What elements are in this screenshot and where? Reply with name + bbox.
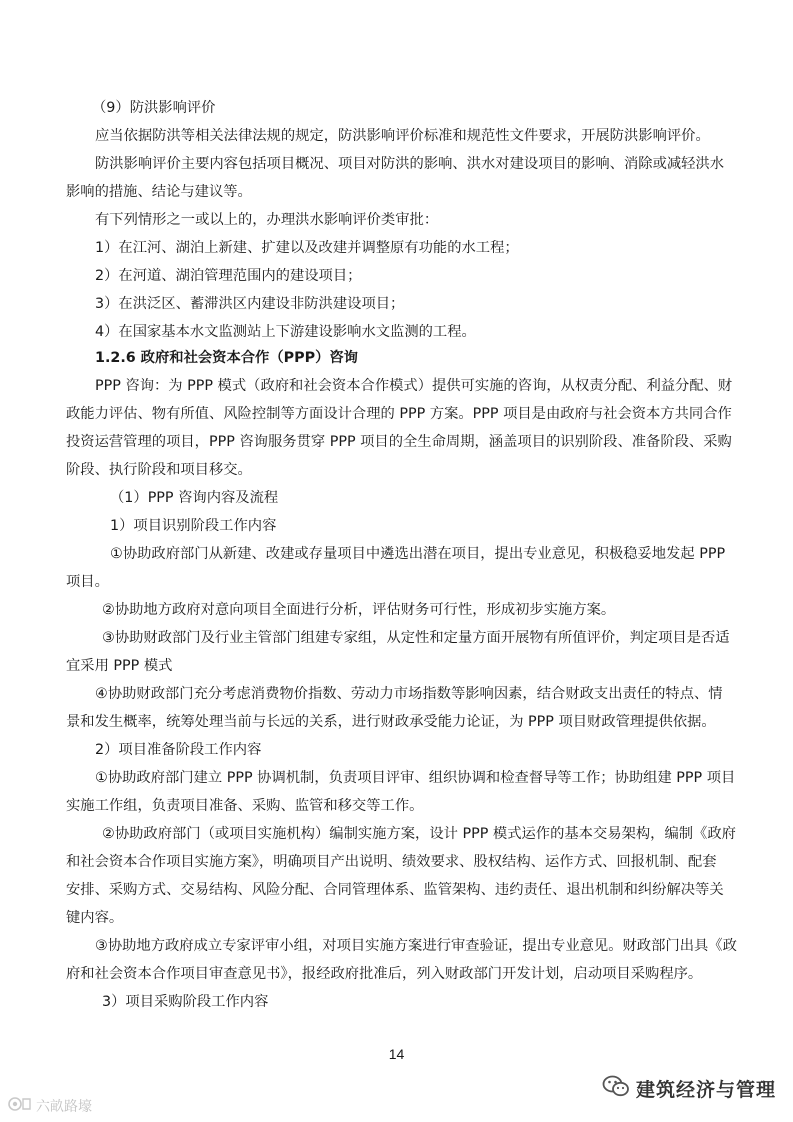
camera-logo-icon (8, 1096, 32, 1116)
text-line: 景和发生概率，统筹处理当前与长远的关系，进行财政承受能力论证，为 PPP 项目财政管理提供依据。 (66, 714, 716, 730)
text-line: 阶段、执行阶段和项目移交。 (66, 462, 252, 478)
text-line: 项目。 (66, 574, 109, 590)
text-line: ①协助政府部门从新建、改建或存量项目中遴选出潜在项目，提出专业意见，积极稳妥地发起 PPP (110, 546, 726, 562)
text-line: ①协助政府部门建立 PPP 协调机制，负责项目评审、组织协调和检查督导等工作；协助组建 PPP 项目 (95, 770, 736, 786)
text-line: （1）PPP 咨询内容及流程 (110, 490, 279, 506)
text-line: ②协助地方政府对意向项目全面进行分析，评估财务可行性，形成初步实施方案。 (102, 602, 616, 618)
text-line: 3）在洪泛区、蓄滞洪区内建设非防洪建设项目； (95, 296, 405, 312)
text-line: 1）项目识别阶段工作内容 (110, 518, 277, 534)
text-line: 有下列情形之一或以上的，办理洪水影响评价类审批： (95, 212, 439, 228)
watermark-site (8, 1096, 92, 1116)
text-line: 防洪影响评价主要内容包括项目概况、项目对防洪的影响、洪水对建设项目的影响、消除或减轻洪水 (95, 156, 725, 172)
text-line: PPP 咨询：为 PPP 模式（政府和社会资本合作模式）提供可实施的咨询，从权责分配、利益分配、财 (95, 378, 733, 394)
text-line: 安排、采购方式、交易结构、风险分配、合同管理体系、监管架构、违约责任、退出机制和纠纷解决等关 (66, 882, 724, 898)
text-line: 府和社会资本合作项目审查意见书》，报经政府批准后，列入财政部门开发计划，启动项目采购程序。 (66, 966, 703, 982)
text-line: 实施工作组，负责项目准备、采购、监管和移交等工作。 (66, 798, 424, 814)
text-line: 宜采用 PPP 模式 (66, 658, 173, 674)
text-line: 2）项目准备阶段工作内容 (95, 742, 262, 758)
watermark-site-name: 六畝路壕 (36, 1099, 92, 1115)
text-line: ③协助地方政府成立专家评审小组，对项目实施方案进行审查验证，提出专业意见。财政部门出具《政 (95, 938, 737, 954)
watermark-account (602, 1075, 776, 1101)
text-line: 和社会资本合作项目实施方案》，明确项目产出说明、绩效要求、股权结构、运作方式、回报机制、配套 (66, 854, 717, 870)
text-line: 政能力评估、物有所值、风险控制等方面设计合理的 PPP 方案。PPP 项目是由政府与社会资本方共同合作 (66, 406, 732, 422)
text-line: 4）在国家基本水文监测站上下游建设影响水文监测的工程。 (95, 324, 476, 340)
text-line: 1）在江河、湖泊上新建、扩建以及改建并调整原有功能的水工程； (95, 240, 519, 256)
text-line: 2）在河道、湖泊管理范围内的建设项目； (95, 268, 362, 284)
section-heading: 1.2.6 政府和社会资本合作（PPP）咨询 (95, 350, 358, 366)
watermark-account-name: 建筑经济与管理 (636, 1078, 777, 1101)
text-line: （9）防洪影响评价 (92, 100, 216, 116)
text-line: 3）项目采购阶段工作内容 (102, 994, 269, 1010)
text-line: ③协助财政部门及行业主管部门组建专家组，从定性和定量方面开展物有所值评价，判定项目是否适 (102, 630, 730, 646)
text-line: ④协助财政部门充分考虑消费物价指数、劳动力市场指数等影响因素，结合财政支出责任的特点、情 (95, 686, 723, 702)
page-number: 14 (388, 1046, 405, 1062)
text-line: ②协助政府部门（或项目实施机构）编制实施方案，设计 PPP 模式运作的基本交易架构，编制《政府 (102, 826, 736, 842)
text-line: 投资运营管理的项目，PPP 咨询服务贯穿 PPP 项目的全生命周期，涵盖项目的识别阶段、准备阶段、采购 (66, 434, 732, 450)
text-line: 键内容。 (66, 910, 124, 926)
text-line: 影响的措施、结论与建议等。 (66, 184, 252, 200)
wechat-icon (602, 1074, 630, 1102)
text-line: 应当依据防洪等相关法律法规的规定，防洪影响评价标准和规范性文件要求，开展防洪影响评价。 (95, 128, 710, 144)
